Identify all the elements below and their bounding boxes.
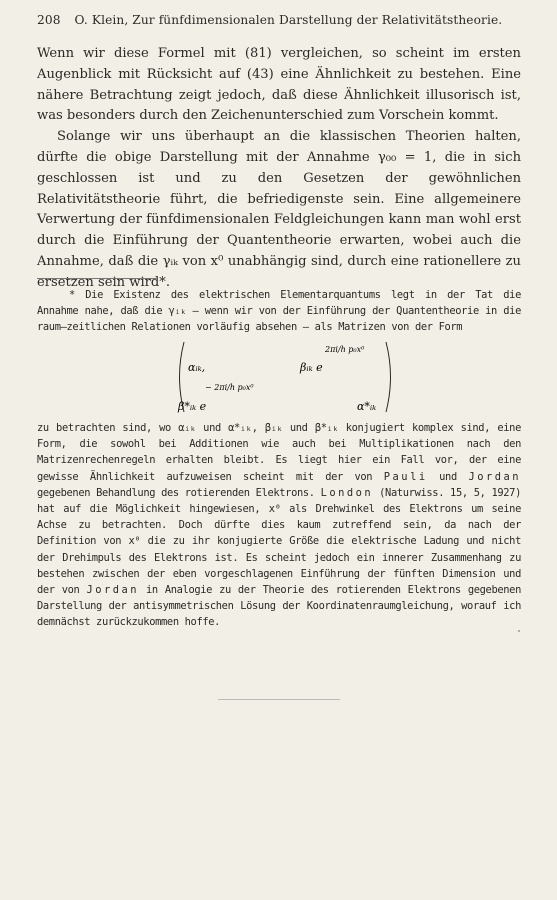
footnote-text-2b: und [427,470,469,483]
matrix-a21-exponent: − 2πi/h p₀x⁰ [205,383,254,392]
running-header [37,13,521,27]
footnote-continuation [37,420,521,631]
footnote-text-2d: (Naturwiss. 15, 5, 1927) hat auf die Möglichkeit hingewiesen, x⁰ als Drehwinkel des Elektrons um seine Achse zu betrachten. Doch dürfte dies kaum zutreffend sein, da nach der Definition von x⁰ die zu ihr konjugierte Größe die elektrische Ladung und nicht der Drehimpuls des Elektrons ist. Es scheint jedoch ein innerer Zusammenhang zu bestehen zwischen der eben vorgeschlagenen Einführung der fünften Dimension und der von [37,486,521,597]
footnote-intro [37,287,521,336]
page-number: 208 [37,13,61,27]
end-rule [218,699,340,700]
matrix-a11: αᵢₖ, [188,361,206,374]
footnote-text-2 [37,420,521,631]
running-title: O. Klein, Zur fünfdimensionalen Darstellung der Relativitätstheorie. [74,13,503,27]
matrix-a21: β*ᵢₖ e [178,400,207,413]
author-pauli: Pauli [383,470,428,483]
matrix-a22: α*ᵢₖ [357,400,377,413]
main-text [37,44,521,294]
paragraph-2: Solange wir uns überhaupt an die klassischen Theorien halten, dürfte die obige Darstellung mit der Annahme γ₀₀ = 1, die in sich geschlossen ist und zu den Gesetzen der gewöhnlichen Relativitätstheorie führt, die befriedigenste sein. Eine allgemeinere Verwertung der fünfdimensionalen Feldgleichungen kann man wohl erst durch die Einführung der Quantentheorie erwarten, wobei auch die Annahme, daß die γᵢₖ von x⁰ unabhängig sind, durch eine rationellere zu ersetzen sein wird*. [37,129,521,290]
author-london: London [320,486,374,499]
right-paren [386,342,391,412]
footnote-text-2c: gegebenen Behandlung des rotierenden Elektrons. [37,486,321,499]
author-jordan-2: Jordan [86,584,139,597]
matrix-equation [170,338,400,416]
footnote-text-2a: zu betrachten sind, wo αᵢₖ und α*ᵢₖ, βᵢₖ und β*ᵢₖ konjugiert komplex sind, eine Form, die sowohl bei Additionen wie auch bei Multiplikationen nach den Matrizenrechenregeln erhalten bleibt. Es liegt hier ein Fall vor, der eine gewisse Ähnlichkeit aufzuweisen scheint mit der von [37,422,521,483]
matrix-a12-exponent: 2πi/h p₀x⁰ [325,345,365,354]
footnote-text-2e: in Analogie zu der Theorie des rotierenden Elektrons gegebenen Darstellung der antisymmetrischen Lösung der Koordinatenraumgleichung, worauf ich demnächst zurückzukommen hoffe. [37,584,521,629]
footnote-divider [37,278,157,279]
matrix-a12: βᵢₖ e [300,361,323,374]
paragraph-1: Wenn wir diese Formel mit (81) vergleichen, so scheint im ersten Augenblick mit Rücksicht auf (43) eine Ähnlichkeit zu bestehen. Eine nähere Betrachtung zeigt jedoch, daß diese Ähnlichkeit illusorisch ist, was besonders durch den Zeichenunterschied zum Vorschein kommt. [37,46,521,124]
author-jordan: Jordan [468,470,521,483]
stray-mark [518,630,520,632]
footnote-text-1: * Die Existenz des elektrischen Elementarquantums legt in der Tat die Annahme nahe, daß die γᵢₖ — wenn wir von der Einführung der Quantentheorie in die raum—zeitlichen Relationen vorläufig absehen — als Matrizen von der Form [37,289,521,334]
